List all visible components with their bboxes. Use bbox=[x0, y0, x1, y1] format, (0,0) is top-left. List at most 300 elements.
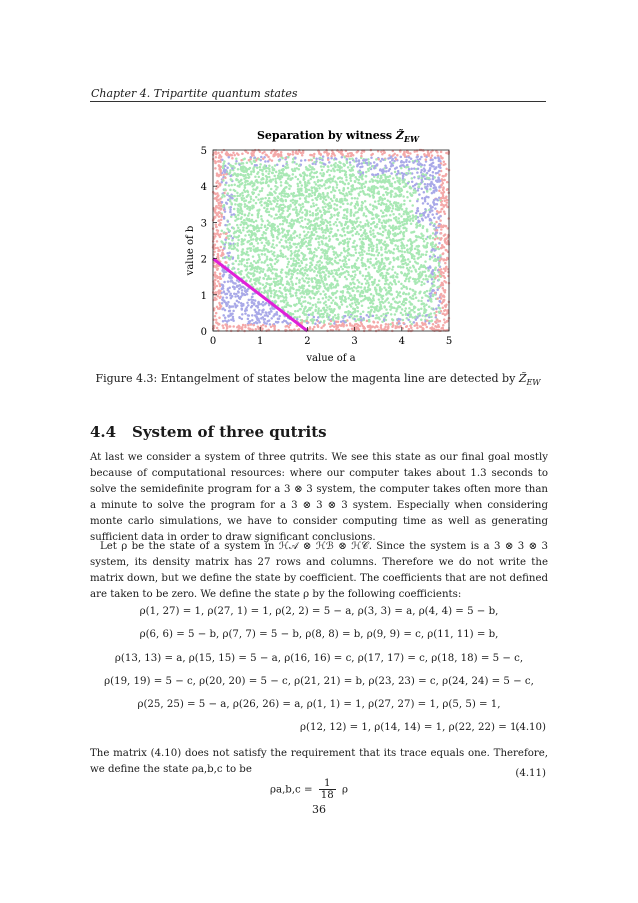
data-point bbox=[303, 230, 306, 233]
data-point bbox=[251, 207, 254, 210]
data-point bbox=[429, 295, 432, 298]
data-point bbox=[416, 155, 419, 158]
data-point bbox=[275, 205, 278, 208]
data-point bbox=[276, 294, 279, 297]
data-point bbox=[328, 202, 331, 205]
data-point bbox=[302, 226, 305, 229]
data-point bbox=[260, 182, 263, 185]
data-point bbox=[432, 237, 435, 240]
data-point bbox=[434, 274, 437, 277]
data-point bbox=[298, 300, 301, 303]
data-point bbox=[302, 287, 305, 290]
data-point bbox=[216, 174, 219, 177]
data-point bbox=[440, 268, 443, 271]
data-point bbox=[321, 240, 324, 243]
data-point bbox=[244, 234, 247, 237]
data-point bbox=[216, 269, 219, 272]
data-point bbox=[429, 289, 432, 292]
data-point bbox=[300, 207, 303, 210]
data-point bbox=[393, 196, 396, 199]
data-point bbox=[336, 169, 339, 172]
data-point bbox=[322, 193, 325, 196]
data-point bbox=[364, 223, 367, 226]
data-point bbox=[225, 182, 228, 185]
data-point bbox=[369, 195, 372, 198]
data-point bbox=[225, 236, 228, 239]
data-point bbox=[272, 208, 275, 211]
data-point bbox=[236, 300, 239, 303]
data-point bbox=[326, 255, 329, 258]
data-point bbox=[268, 176, 271, 179]
data-point bbox=[284, 205, 287, 208]
data-point bbox=[440, 297, 443, 300]
data-point bbox=[371, 213, 374, 216]
data-point bbox=[301, 296, 304, 299]
data-point bbox=[444, 314, 447, 317]
data-point bbox=[403, 218, 406, 221]
data-point bbox=[324, 311, 327, 314]
data-point bbox=[385, 312, 388, 315]
data-point bbox=[315, 209, 318, 212]
data-point bbox=[235, 231, 238, 234]
data-point bbox=[272, 169, 275, 172]
data-point bbox=[335, 158, 338, 161]
data-point bbox=[273, 197, 276, 200]
data-point bbox=[434, 255, 437, 258]
data-point bbox=[329, 221, 332, 224]
data-point bbox=[345, 155, 348, 158]
data-point bbox=[356, 279, 359, 282]
data-point bbox=[444, 163, 447, 166]
data-point bbox=[359, 182, 362, 185]
data-point bbox=[251, 328, 254, 331]
data-point bbox=[292, 201, 295, 204]
data-point bbox=[273, 155, 276, 158]
data-point bbox=[382, 159, 385, 162]
data-point bbox=[298, 328, 301, 331]
data-point bbox=[221, 159, 224, 162]
data-point bbox=[435, 314, 438, 317]
data-point bbox=[270, 188, 273, 191]
data-point bbox=[335, 296, 338, 299]
data-point bbox=[279, 178, 282, 181]
data-point bbox=[330, 204, 333, 207]
data-point bbox=[360, 286, 363, 289]
data-point bbox=[254, 175, 257, 178]
data-point bbox=[354, 273, 357, 276]
data-point bbox=[255, 328, 257, 331]
data-point bbox=[350, 190, 353, 193]
data-point bbox=[235, 160, 238, 163]
data-point bbox=[295, 294, 298, 297]
data-point bbox=[283, 192, 286, 195]
data-point bbox=[288, 283, 291, 286]
data-point bbox=[268, 170, 271, 173]
data-point bbox=[219, 154, 222, 157]
data-point bbox=[230, 206, 233, 209]
data-point bbox=[417, 207, 420, 210]
data-point bbox=[314, 188, 317, 191]
data-point bbox=[354, 320, 357, 323]
data-point bbox=[246, 251, 249, 254]
data-point bbox=[409, 276, 412, 279]
data-point bbox=[390, 172, 393, 175]
data-point bbox=[412, 294, 415, 297]
data-point bbox=[229, 189, 232, 192]
data-point bbox=[304, 290, 307, 293]
data-point bbox=[445, 225, 448, 228]
data-point bbox=[284, 234, 287, 237]
data-point bbox=[403, 247, 406, 250]
data-point bbox=[360, 259, 363, 262]
data-point bbox=[319, 161, 322, 164]
data-point bbox=[402, 319, 405, 322]
data-point bbox=[271, 172, 274, 175]
data-point bbox=[257, 181, 260, 184]
data-point bbox=[266, 283, 269, 286]
data-point bbox=[228, 254, 231, 257]
data-point bbox=[315, 238, 318, 241]
data-point bbox=[298, 286, 301, 289]
data-point bbox=[315, 157, 318, 160]
data-point bbox=[234, 219, 237, 222]
data-point bbox=[335, 181, 338, 184]
data-point bbox=[330, 311, 333, 314]
data-point bbox=[418, 193, 421, 196]
data-point bbox=[246, 268, 249, 271]
data-point bbox=[283, 174, 286, 177]
data-point bbox=[432, 161, 435, 164]
data-point bbox=[362, 183, 365, 186]
data-point bbox=[354, 188, 357, 191]
data-point bbox=[343, 214, 346, 217]
data-point bbox=[409, 266, 412, 269]
data-point bbox=[420, 156, 423, 159]
data-point bbox=[358, 281, 361, 284]
data-point bbox=[232, 152, 235, 155]
data-point bbox=[247, 194, 250, 197]
data-point bbox=[436, 229, 439, 232]
data-point bbox=[391, 322, 394, 325]
data-point bbox=[312, 304, 315, 307]
data-point bbox=[266, 181, 269, 184]
data-point bbox=[334, 259, 337, 262]
data-point bbox=[266, 264, 269, 267]
data-point bbox=[322, 231, 325, 234]
data-point bbox=[232, 310, 235, 313]
data-point bbox=[330, 287, 333, 290]
data-point bbox=[421, 281, 424, 284]
data-point bbox=[398, 228, 401, 231]
data-point bbox=[324, 293, 327, 296]
data-point bbox=[376, 317, 379, 320]
data-point bbox=[390, 303, 393, 306]
data-point bbox=[317, 326, 320, 329]
data-point bbox=[407, 215, 410, 218]
data-point bbox=[294, 255, 297, 258]
data-point bbox=[270, 250, 273, 253]
data-point bbox=[320, 165, 323, 168]
data-point bbox=[244, 181, 247, 184]
data-point bbox=[223, 217, 226, 220]
data-point bbox=[368, 273, 371, 276]
data-point bbox=[222, 320, 225, 323]
data-point bbox=[290, 294, 293, 297]
data-point bbox=[213, 287, 216, 290]
data-point bbox=[401, 314, 404, 317]
data-point bbox=[420, 325, 423, 328]
data-point bbox=[356, 244, 359, 247]
data-point bbox=[344, 276, 347, 279]
data-point bbox=[358, 252, 361, 255]
data-point bbox=[346, 162, 349, 165]
data-point bbox=[441, 157, 444, 160]
data-point bbox=[368, 253, 371, 256]
data-point bbox=[253, 324, 256, 327]
data-point bbox=[261, 169, 264, 172]
data-point bbox=[373, 264, 376, 267]
data-point bbox=[388, 267, 391, 270]
data-point bbox=[398, 322, 401, 325]
data-point bbox=[248, 299, 251, 302]
data-point bbox=[294, 250, 297, 253]
data-point bbox=[360, 321, 363, 324]
data-point bbox=[217, 220, 220, 223]
data-point bbox=[301, 277, 304, 280]
data-point bbox=[299, 308, 302, 311]
data-point bbox=[442, 306, 445, 309]
data-point bbox=[341, 169, 344, 172]
data-point bbox=[414, 184, 417, 187]
data-point bbox=[218, 317, 221, 320]
data-point bbox=[234, 215, 237, 218]
data-point bbox=[268, 214, 271, 217]
data-point bbox=[385, 191, 388, 194]
data-point bbox=[322, 165, 325, 168]
data-point bbox=[285, 297, 288, 300]
data-point bbox=[436, 203, 439, 206]
data-point bbox=[218, 204, 221, 207]
data-point bbox=[365, 180, 368, 183]
data-point bbox=[292, 208, 295, 211]
data-point bbox=[395, 208, 398, 211]
data-point bbox=[343, 243, 346, 246]
data-point bbox=[394, 313, 397, 316]
data-point bbox=[237, 239, 240, 242]
data-point bbox=[436, 297, 439, 300]
data-point bbox=[262, 301, 265, 304]
data-point bbox=[225, 296, 228, 299]
data-point bbox=[229, 200, 232, 203]
data-point bbox=[362, 214, 365, 217]
data-point bbox=[378, 264, 381, 267]
data-point bbox=[227, 237, 230, 240]
data-point bbox=[426, 319, 429, 322]
data-point bbox=[242, 229, 245, 232]
data-point bbox=[313, 326, 316, 329]
data-point bbox=[250, 283, 253, 286]
data-point bbox=[324, 210, 327, 213]
data-point bbox=[313, 277, 316, 280]
data-point bbox=[369, 212, 372, 215]
data-point bbox=[286, 283, 289, 286]
data-point bbox=[301, 240, 304, 243]
data-point bbox=[421, 164, 424, 167]
data-point bbox=[324, 257, 327, 260]
data-point bbox=[408, 272, 411, 275]
data-point bbox=[331, 200, 334, 203]
data-point bbox=[283, 190, 286, 193]
data-point bbox=[425, 173, 428, 176]
data-point bbox=[213, 307, 216, 310]
data-point bbox=[365, 171, 368, 174]
data-point bbox=[405, 228, 408, 231]
data-point bbox=[228, 306, 231, 309]
data-point bbox=[320, 326, 323, 329]
data-point bbox=[366, 314, 369, 317]
data-point bbox=[356, 306, 359, 309]
data-point bbox=[361, 234, 364, 237]
data-point bbox=[324, 287, 327, 290]
data-point bbox=[356, 165, 359, 168]
data-point bbox=[394, 171, 397, 174]
data-point bbox=[309, 262, 312, 265]
data-point bbox=[391, 185, 394, 188]
data-point bbox=[321, 159, 324, 162]
data-point bbox=[402, 322, 405, 325]
data-point bbox=[359, 247, 362, 250]
data-point bbox=[254, 164, 257, 167]
data-point bbox=[387, 273, 390, 276]
data-point bbox=[422, 238, 425, 241]
data-point bbox=[312, 202, 315, 205]
data-point bbox=[446, 199, 449, 202]
data-point bbox=[417, 221, 420, 224]
data-point bbox=[368, 188, 371, 191]
data-point bbox=[445, 196, 448, 199]
data-point bbox=[312, 328, 315, 331]
data-point bbox=[241, 308, 244, 311]
data-point bbox=[265, 170, 268, 173]
data-point bbox=[372, 217, 375, 220]
data-point bbox=[346, 227, 349, 230]
data-point bbox=[399, 222, 402, 225]
data-point bbox=[408, 307, 411, 310]
data-point bbox=[246, 265, 249, 268]
data-point bbox=[320, 309, 323, 312]
data-point bbox=[267, 240, 270, 243]
data-point bbox=[260, 223, 263, 226]
data-point bbox=[345, 176, 348, 179]
data-point bbox=[380, 210, 383, 213]
data-point bbox=[436, 289, 439, 292]
data-point bbox=[328, 258, 331, 261]
data-point bbox=[291, 168, 294, 171]
data-point bbox=[358, 194, 361, 197]
data-point bbox=[385, 276, 388, 279]
data-point bbox=[444, 262, 447, 265]
data-point bbox=[394, 271, 397, 274]
data-point bbox=[326, 306, 329, 309]
data-point bbox=[432, 295, 435, 298]
data-point bbox=[268, 211, 271, 214]
data-point bbox=[347, 273, 350, 276]
data-point bbox=[443, 258, 446, 261]
data-point bbox=[375, 226, 378, 229]
data-point bbox=[254, 309, 256, 312]
data-point bbox=[326, 152, 329, 155]
data-point bbox=[254, 250, 257, 253]
data-point bbox=[234, 295, 237, 298]
data-point bbox=[408, 161, 411, 164]
data-point bbox=[318, 193, 321, 196]
data-point bbox=[327, 299, 330, 302]
data-point bbox=[340, 324, 343, 327]
data-point bbox=[370, 227, 373, 230]
data-point bbox=[385, 170, 388, 173]
data-point bbox=[388, 219, 391, 222]
data-point bbox=[311, 277, 314, 280]
data-point bbox=[287, 233, 290, 236]
data-point bbox=[274, 178, 277, 181]
data-point bbox=[216, 232, 219, 235]
data-point bbox=[378, 203, 381, 206]
data-point bbox=[381, 258, 384, 261]
data-point bbox=[273, 247, 276, 250]
data-point bbox=[394, 300, 397, 303]
data-point bbox=[247, 225, 250, 228]
data-point bbox=[386, 188, 389, 191]
data-point bbox=[390, 195, 393, 198]
data-point bbox=[432, 323, 435, 326]
data-point bbox=[270, 215, 273, 218]
data-point bbox=[287, 156, 290, 159]
data-point bbox=[391, 242, 394, 245]
data-point bbox=[391, 283, 394, 286]
data-point bbox=[281, 321, 284, 324]
data-point bbox=[267, 185, 270, 188]
data-point bbox=[357, 150, 360, 153]
data-point bbox=[290, 178, 293, 181]
data-point bbox=[239, 223, 242, 226]
data-point bbox=[220, 240, 223, 243]
data-point bbox=[426, 242, 429, 245]
data-point bbox=[436, 275, 439, 278]
data-point bbox=[346, 255, 349, 257]
data-point bbox=[282, 284, 285, 287]
data-point bbox=[378, 158, 381, 161]
data-point bbox=[368, 247, 371, 250]
data-point bbox=[239, 206, 242, 209]
data-point bbox=[396, 273, 399, 276]
data-point bbox=[242, 239, 245, 242]
data-point bbox=[329, 232, 332, 235]
running-header: Chapter 4. Tripartite quantum states bbox=[91, 87, 298, 100]
data-point bbox=[381, 272, 384, 275]
data-point bbox=[425, 275, 428, 278]
data-point bbox=[308, 285, 311, 288]
data-point bbox=[420, 233, 423, 236]
data-point bbox=[245, 222, 248, 225]
data-point bbox=[356, 200, 359, 203]
data-point bbox=[413, 258, 416, 261]
data-point bbox=[246, 180, 249, 183]
data-point bbox=[403, 274, 406, 277]
data-point bbox=[375, 186, 378, 189]
data-point bbox=[318, 260, 321, 263]
data-point bbox=[431, 319, 434, 322]
data-point bbox=[420, 303, 423, 306]
